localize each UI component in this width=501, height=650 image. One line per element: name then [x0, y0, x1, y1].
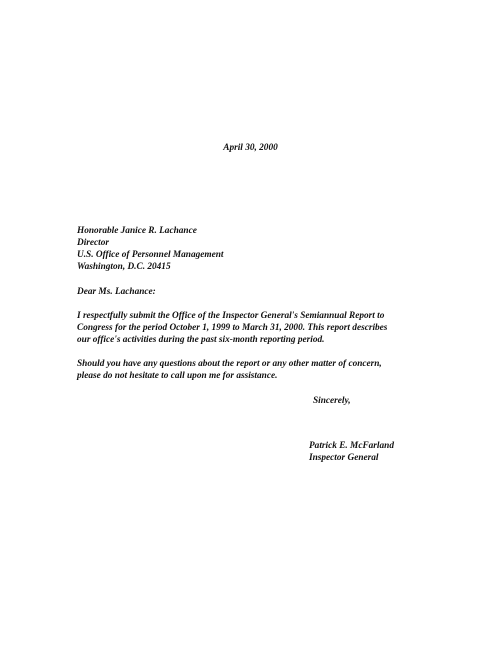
- paragraph-line: our office's activities during the past six-month reporting period.: [77, 335, 325, 345]
- recipient-city-line: Washington, D.C. 20415: [77, 262, 171, 272]
- letter-date: April 30, 2000: [223, 143, 278, 153]
- closing: Sincerely,: [313, 396, 351, 406]
- paragraph-line: Should you have any questions about the report or any other matter of concern,: [77, 359, 382, 369]
- signer-name: Patrick E. McFarland: [309, 441, 394, 451]
- recipient-organization: U.S. Office of Personnel Management: [77, 250, 224, 260]
- recipient-address: [77, 225, 224, 273]
- recipient-title: Director: [77, 238, 110, 248]
- body-paragraph-1: [77, 310, 427, 346]
- salutation: Dear Ms. Lachance:: [77, 287, 156, 297]
- signature-block: [309, 440, 394, 464]
- paragraph-line: I respectfully submit the Office of the Inspector General's Semiannual Report to: [77, 311, 385, 321]
- paragraph-line: Congress for the period October 1, 1999 to March 31, 2000. This report describes: [77, 323, 388, 333]
- signer-title: Inspector General: [309, 453, 379, 463]
- paragraph-line: please do not hesitate to call upon me for assistance.: [77, 371, 278, 381]
- recipient-name: Honorable Janice R. Lachance: [77, 226, 197, 236]
- body-paragraph-2: [77, 358, 427, 382]
